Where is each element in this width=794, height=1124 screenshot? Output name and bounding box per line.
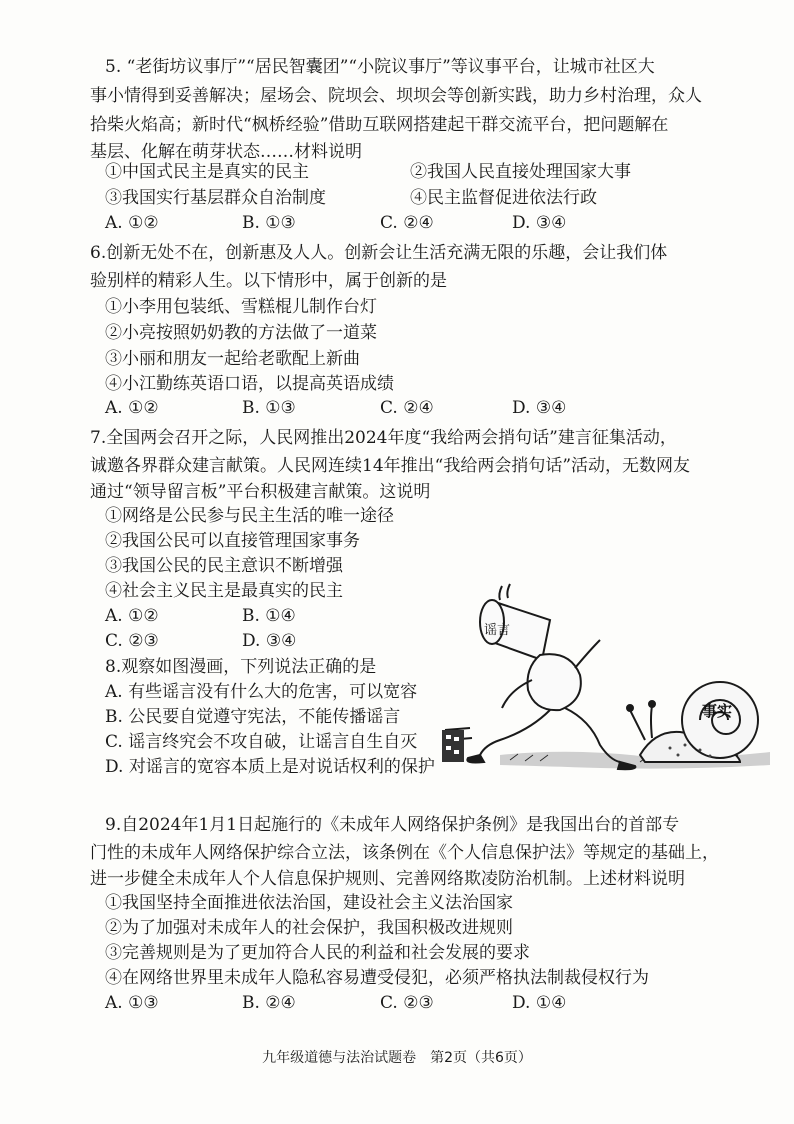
q5-stem-line-1: 5. “老街坊议事厅”“居民智囊团”“小院议事厅”等议事平台，让城市社区大 — [105, 57, 655, 77]
q5-item-4: ④民主监督促进依法行政 — [410, 188, 597, 208]
q5-stem-line-4: 基层、化解在萌芽状态……材料说明 — [90, 142, 362, 162]
rumor-cartoon — [440, 580, 785, 785]
q9-item-3: ③完善规则是为了更加符合人民的利益和社会发展的要求 — [105, 943, 530, 963]
q7-option-c: C. ②③ — [105, 631, 159, 651]
page-footer: 九年级道德与法治试题卷 第2页（共6页） — [262, 1050, 532, 1066]
q6-option-d: D. ③④ — [512, 398, 567, 418]
q7-stem-line-1: 7.全国两会召开之际，人民网推出2024年度“我给两会捎句话”建言征集活动， — [90, 428, 677, 448]
q9-item-2: ②为了加强对未成年人的社会保护，我国积极改进规则 — [105, 918, 513, 938]
q6-item-4: ④小江勤练英语口语，以提高英语成绩 — [105, 374, 394, 394]
q5-option-c: C. ②④ — [380, 213, 434, 233]
q8-option-b: B. 公民要自觉遵守宪法，不能传播谣言 — [105, 707, 401, 727]
artist-seal — [442, 730, 464, 762]
q9-option-a: A. ①③ — [105, 993, 159, 1013]
q5-stem-line-2: 事小情得到妥善解决；屋场会、院坝会、坝坝会等创新实践，助力乡村治理，众人 — [90, 86, 702, 106]
q7-option-d: D. ③④ — [242, 631, 297, 651]
q9-stem-line-3: 进一步健全未成年人个人信息保护规则、完善网络欺凌防治机制。上述材料说明 — [90, 869, 685, 889]
q6-item-3: ③小丽和朋友一起给老歌配上新曲 — [105, 349, 360, 369]
q6-option-c: C. ②④ — [380, 398, 434, 418]
q5-item-2: ②我国人民直接处理国家大事 — [410, 162, 631, 182]
q5-item-3: ③我国实行基层群众自治制度 — [105, 188, 326, 208]
q7-item-4: ④社会主义民主是最真实的民主 — [105, 581, 343, 601]
fact-label: 事实 — [702, 702, 733, 720]
q5-item-1: ①中国式民主是真实的民主 — [105, 162, 309, 182]
q8-option-d: D. 对谣言的宽容本质上是对说话权利的保护 — [105, 757, 435, 777]
q5-option-b: B. ①③ — [242, 213, 296, 233]
q9-option-d: D. ①④ — [512, 993, 567, 1013]
q7-item-2: ②我国公民可以直接管理国家事务 — [105, 531, 360, 551]
q7-option-a: A. ①② — [105, 606, 159, 626]
q9-stem-line-2: 门性的未成年人网络保护综合立法，该条例在《个人信息保护法》等规定的基础上， — [90, 843, 719, 863]
q9-item-1: ①我国坚持全面推进依法治国，建设社会主义法治国家 — [105, 893, 513, 913]
q7-item-1: ①网络是公民参与民主生活的唯一途径 — [105, 506, 394, 526]
q9-option-b: B. ②④ — [242, 993, 296, 1013]
q5-option-d: D. ③④ — [512, 213, 567, 233]
q5-stem-line-3: 拾柴火焰高；新时代“枫桥经验”借助互联网搭建起干群交流平台，把问题解在 — [90, 115, 669, 135]
q9-option-c: C. ②③ — [380, 993, 434, 1013]
q6-item-1: ①小李用包装纸、雪糕棍儿制作台灯 — [105, 297, 377, 317]
q9-item-4: ④在网络世界里未成年人隐私容易遭受侵犯，必须严格执法制裁侵权行为 — [105, 968, 649, 988]
q8-option-c: C. 谣言终究会不攻自破，让谣言自生自灭 — [105, 732, 418, 752]
q8-stem: 8.观察如图漫画，下列说法正确的是 — [105, 657, 377, 677]
q7-stem-line-3: 通过“领导留言板”平台积极建言献策。这说明 — [90, 482, 431, 502]
q8-option-a: A. 有些谣言没有什么大的危害，可以宽容 — [105, 682, 418, 702]
q6-option-a: A. ①② — [105, 398, 159, 418]
q5-option-a: A. ①② — [105, 213, 159, 233]
q6-item-2: ②小亮按照奶奶教的方法做了一道菜 — [105, 323, 377, 343]
q6-option-b: B. ①③ — [242, 398, 296, 418]
q6-stem-line-1: 6.创新无处不在，创新惠及人人。创新会让生活充满无限的乐趣，会让我们体 — [90, 243, 668, 263]
q9-stem-line-1: 9.自2024年1月1日起施行的《未成年人网络保护条例》是我国出台的首部专 — [105, 815, 680, 835]
q6-stem-line-2: 验别样的精彩人生。以下情形中，属于创新的是 — [90, 271, 447, 291]
q7-item-3: ③我国公民的民主意识不断增强 — [105, 556, 343, 576]
rumor-label: 谣言 — [484, 623, 511, 638]
q7-option-b: B. ①④ — [242, 606, 296, 626]
q7-stem-line-2: 诚邀各界群众建言献策。人民网连续14年推出“我给两会捎句话”活动，无数网友 — [90, 456, 691, 476]
